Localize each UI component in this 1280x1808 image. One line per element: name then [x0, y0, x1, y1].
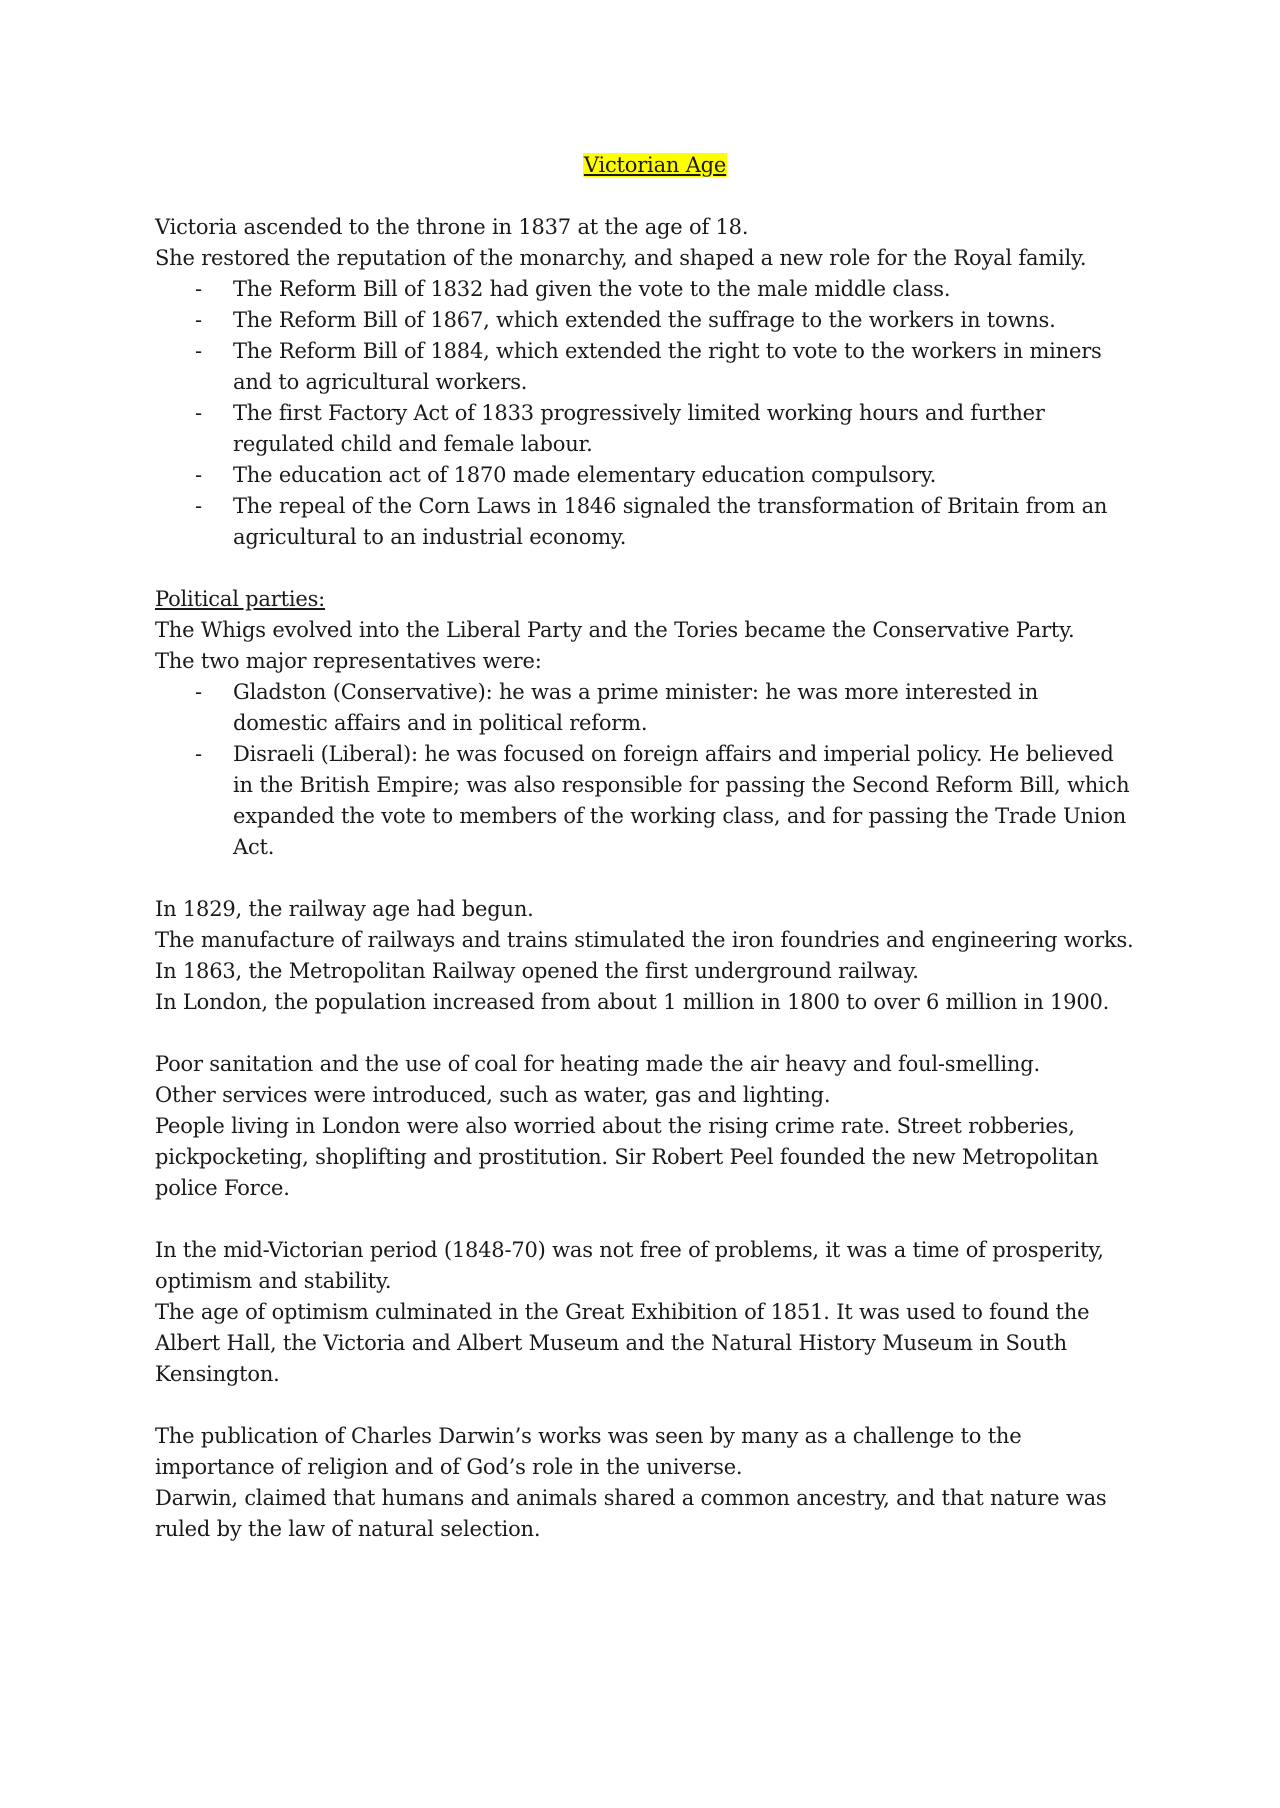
paragraph-line: People living in London were also worried about the rising crime rate. Street robberies,	[155, 1114, 1075, 1138]
paragraph-line: importance of religion and of God’s role in the universe.	[155, 1455, 743, 1479]
list-item-text: and to agricultural workers.	[233, 370, 528, 394]
list-item	[155, 739, 1155, 863]
intro-section	[155, 212, 1155, 553]
list-item-text: expanded the vote to members of the working class, and for passing the Trade Union	[233, 804, 1127, 828]
paragraph-gap	[155, 1390, 1155, 1421]
railway-section	[155, 894, 1155, 1018]
paragraph-line: In London, the population increased from about 1 million in 1800 to over 6 million in 1900.	[155, 990, 1110, 1014]
bullet-dash: -	[195, 401, 202, 425]
paragraph-line: The publication of Charles Darwin’s works was seen by many as a challenge to the	[155, 1424, 1022, 1448]
list-item-text: The Reform Bill of 1867, which extended the suffrage to the workers in towns.	[233, 308, 1056, 332]
list-item-text: in the British Empire; was also responsible for passing the Second Reform Bill, which	[233, 773, 1130, 797]
paragraph-line: Poor sanitation and the use of coal for heating made the air heavy and foul-smelling.	[155, 1052, 1040, 1076]
bullet-dash: -	[195, 463, 202, 487]
paragraph-line: In the mid-Victorian period (1848-70) was not free of problems, it was a time of prosperity,	[155, 1238, 1104, 1262]
list-item	[155, 274, 1155, 305]
list-item-text: The first Factory Act of 1833 progressively limited working hours and further	[233, 401, 1045, 425]
bullet-dash: -	[195, 308, 202, 332]
darwin-section	[155, 1421, 1155, 1545]
paragraph-gap	[155, 863, 1155, 894]
bullet-dash: -	[195, 277, 202, 301]
paragraph-line: In 1863, the Metropolitan Railway opened the first underground railway.	[155, 959, 919, 983]
paragraph-line: Kensington.	[155, 1362, 280, 1386]
representatives-list	[155, 677, 1155, 863]
list-item-text: Disraeli (Liberal): he was focused on foreign affairs and imperial policy. He believed	[233, 742, 1114, 766]
paragraph-line: The age of optimism culminated in the Great Exhibition of 1851. It was used to found the	[155, 1300, 1090, 1324]
list-item-text: Act.	[233, 835, 275, 859]
paragraph-line: police Force.	[155, 1176, 290, 1200]
list-item-text: The repeal of the Corn Laws in 1846 signaled the transformation of Britain from an	[233, 494, 1108, 518]
paragraph-line: The Whigs evolved into the Liberal Party and the Tories became the Conservative Party.	[155, 618, 1075, 642]
list-item	[155, 305, 1155, 336]
bullet-dash: -	[195, 680, 202, 704]
bullet-dash: -	[195, 742, 202, 766]
reforms-list	[155, 274, 1155, 553]
bullet-dash: -	[195, 494, 202, 518]
political-parties-section	[155, 584, 1155, 863]
paragraph-gap	[155, 553, 1155, 584]
paragraph-line: Albert Hall, the Victoria and Albert Museum and the Natural History Museum in South	[155, 1331, 1067, 1355]
document-page	[155, 150, 1155, 1545]
paragraph-line: Other services were introduced, such as water, gas and lighting.	[155, 1083, 831, 1107]
sanitation-section	[155, 1049, 1155, 1204]
section-heading: Political parties:	[155, 587, 326, 611]
list-item	[155, 460, 1155, 491]
list-item-text: Gladston (Conservative): he was a prime minister: he was more interested in	[233, 680, 1039, 704]
paragraph-line: ruled by the law of natural selection.	[155, 1517, 541, 1541]
paragraph-line: optimism and stability.	[155, 1269, 392, 1293]
list-item	[155, 677, 1155, 739]
mid-victorian-section	[155, 1235, 1155, 1390]
paragraph-line: pickpocketing, shoplifting and prostitution. Sir Robert Peel founded the new Metropolitan	[155, 1145, 1099, 1169]
list-item-text: The Reform Bill of 1832 had given the vote to the male middle class.	[233, 277, 951, 301]
document-title: Victorian Age	[583, 153, 727, 177]
title-block	[155, 150, 1155, 181]
list-item	[155, 491, 1155, 553]
list-item	[155, 398, 1155, 460]
paragraph-line: The manufacture of railways and trains stimulated the iron foundries and engineering works.	[155, 928, 1134, 952]
list-item-text: regulated child and female labour.	[233, 432, 593, 456]
intro-line: Victoria ascended to the throne in 1837 at the age of 18.	[155, 215, 749, 239]
list-item-text: The Reform Bill of 1884, which extended the right to vote to the workers in miners	[233, 339, 1102, 363]
list-item	[155, 336, 1155, 398]
paragraph-line: Darwin, claimed that humans and animals shared a common ancestry, and that nature was	[155, 1486, 1107, 1510]
list-item-text: domestic affairs and in political reform.	[233, 711, 648, 735]
paragraph-line: In 1829, the railway age had begun.	[155, 897, 534, 921]
paragraph-line: The two major representatives were:	[155, 649, 542, 673]
bullet-dash: -	[195, 339, 202, 363]
paragraph-gap	[155, 1018, 1155, 1049]
intro-line: She restored the reputation of the monarchy, and shaped a new role for the Royal family.	[155, 246, 1087, 270]
list-item-text: The education act of 1870 made elementary education compulsory.	[233, 463, 937, 487]
list-item-text: agricultural to an industrial economy.	[233, 525, 627, 549]
paragraph-gap	[155, 1204, 1155, 1235]
